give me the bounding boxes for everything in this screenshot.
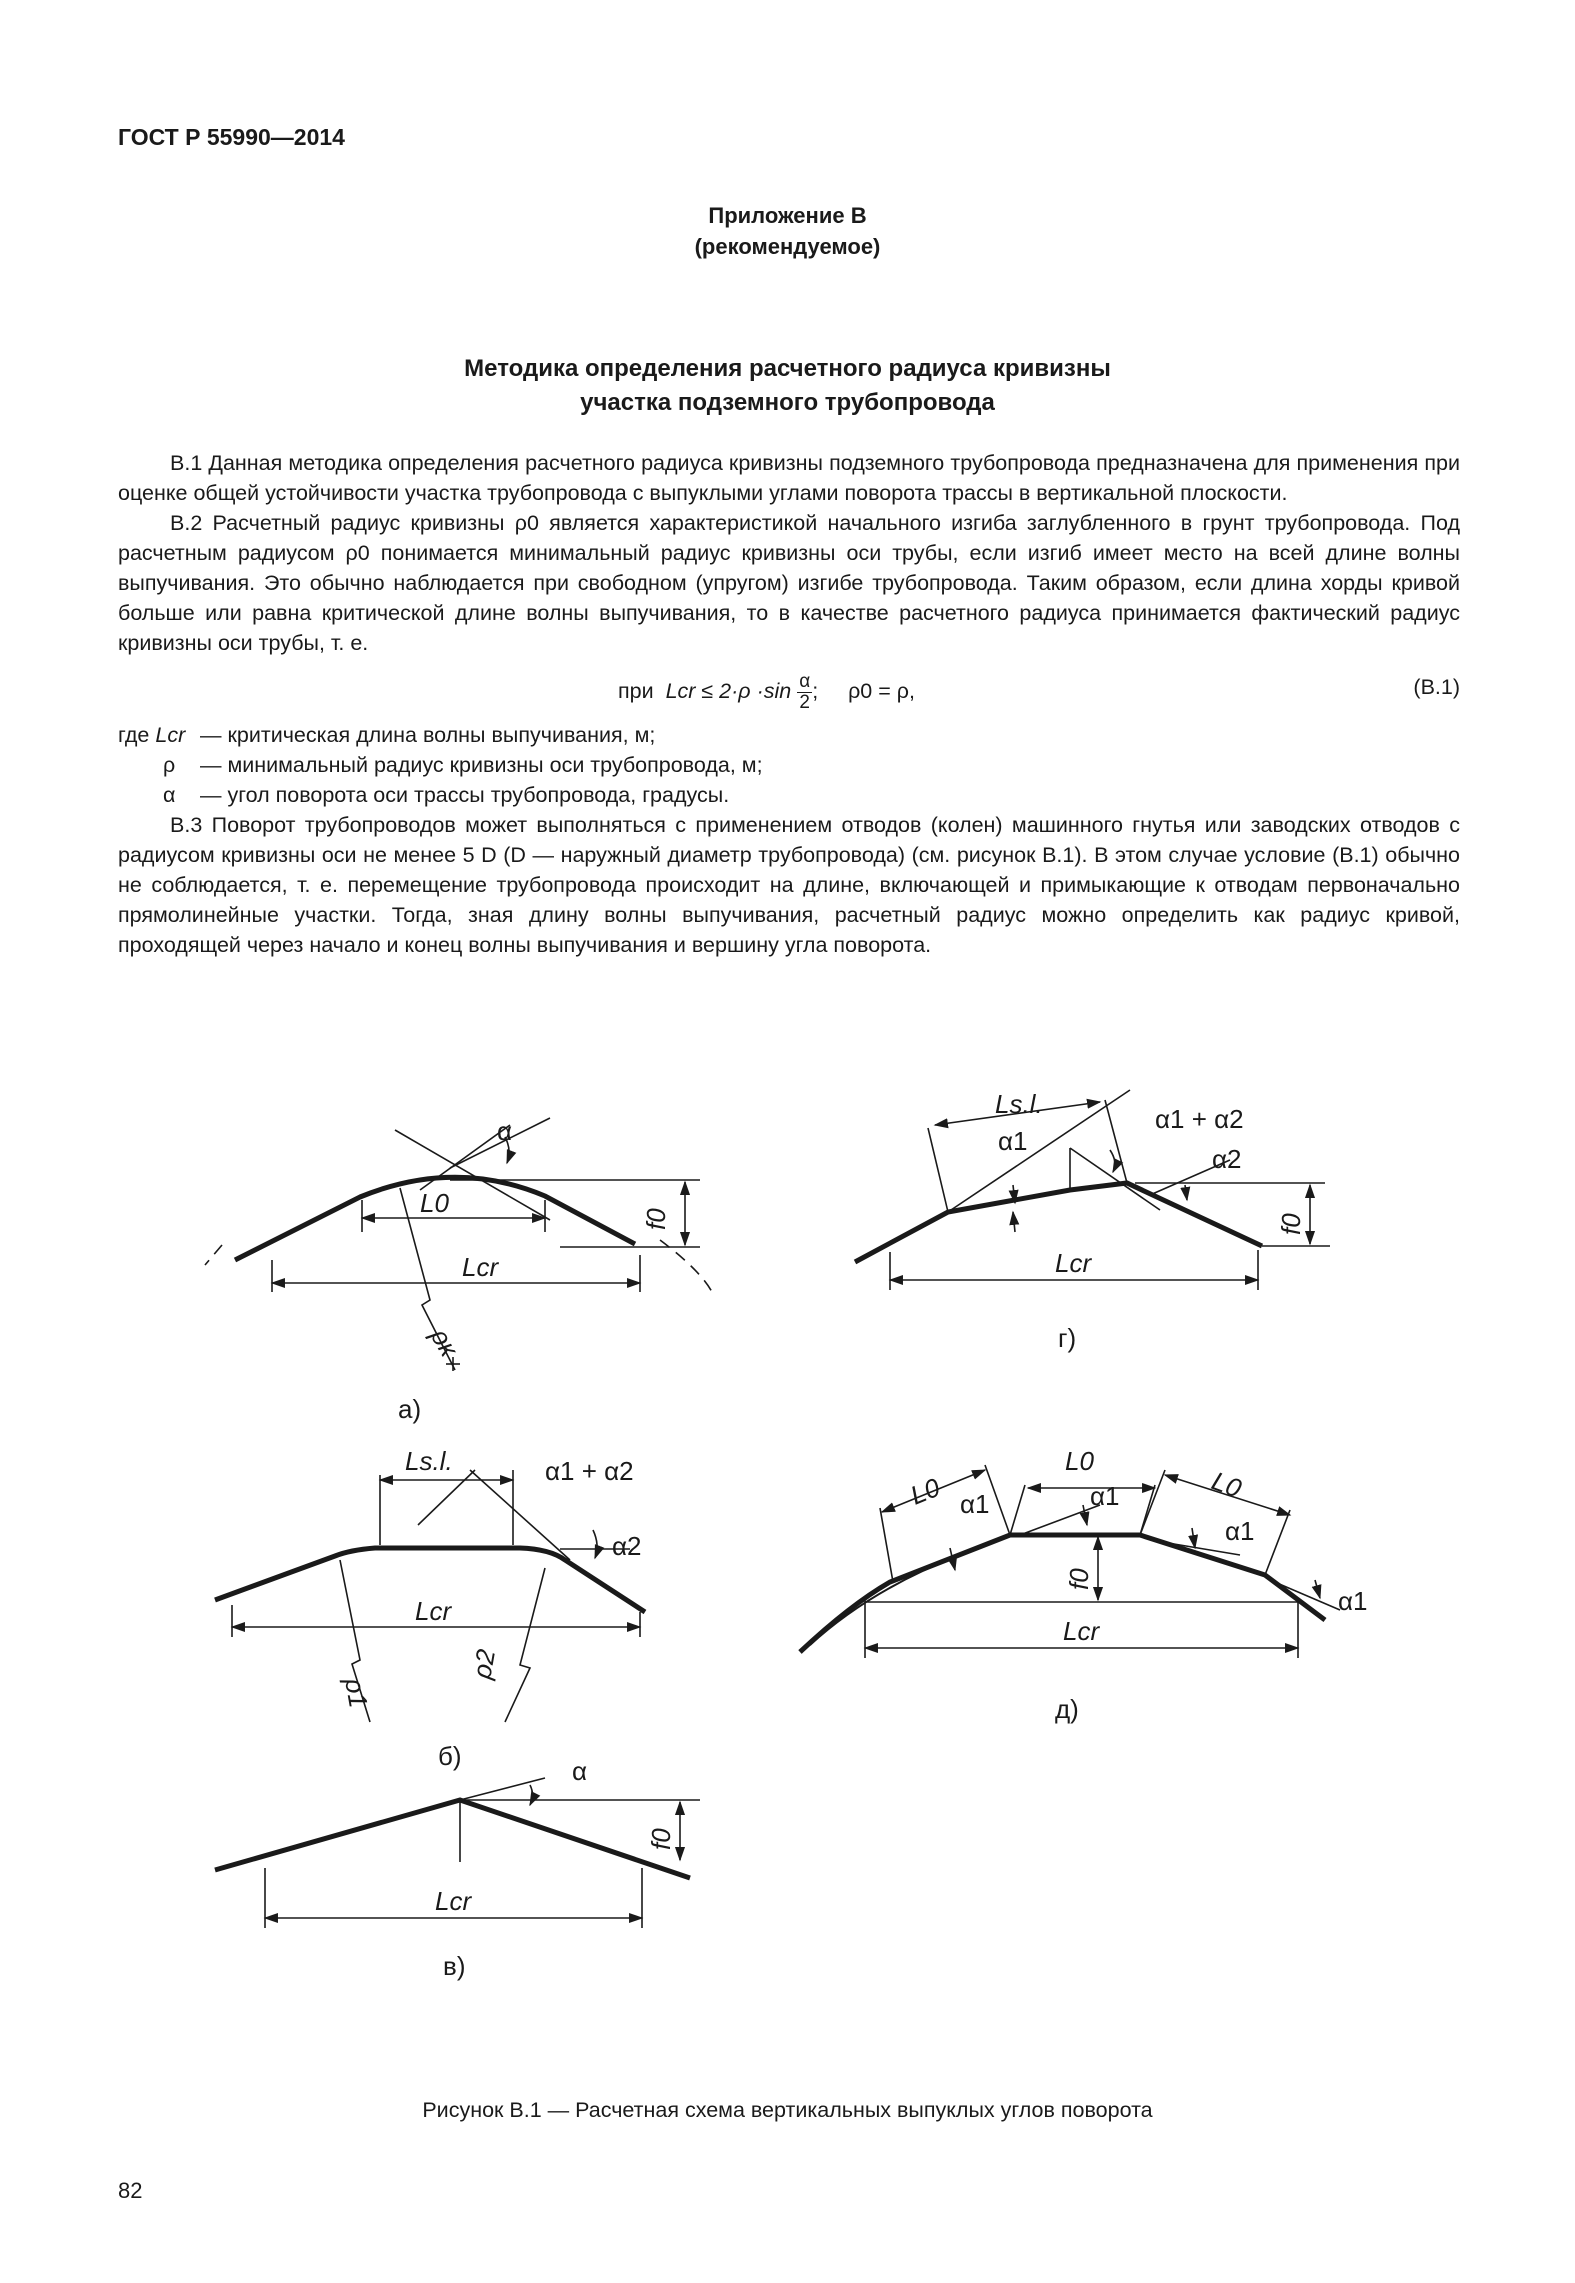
- definitions: [118, 720, 1460, 810]
- panel-v-diagram: [215, 1778, 700, 1928]
- formula-expression: [618, 672, 915, 713]
- label-lcr-d: Lcr: [1063, 1616, 1100, 1646]
- label-alpha2-g: α2: [1212, 1144, 1242, 1174]
- section-title-line-2: участка подземного трубопровода: [580, 389, 995, 416]
- definition-lead: где Lcr: [118, 723, 186, 747]
- panel-a-diagram: [205, 1118, 712, 1371]
- formula-fraction: [797, 672, 812, 713]
- label-alpha12-g: α1 + α2: [1155, 1104, 1244, 1134]
- definition-text: — минимальный радиус кривизны оси трубопровода, м;: [200, 753, 763, 777]
- label-l0-d1: L0: [906, 1471, 945, 1511]
- definition-text: — критическая длина волны выпучивания, м;: [200, 723, 656, 747]
- label-lsl-g: Ls.l.: [995, 1089, 1043, 1119]
- panel-b-diagram: [215, 1470, 645, 1722]
- definition-item: [118, 720, 1460, 750]
- annex-type: (рекомендуемое): [694, 234, 881, 259]
- definition-symbol: α: [163, 783, 176, 807]
- formula-fraction-numerator: α: [799, 671, 811, 692]
- formula-prefix: при: [618, 679, 654, 704]
- label-alpha1-d1: α1: [960, 1489, 990, 1519]
- formula-separator: ;: [812, 679, 819, 704]
- label-rho2: ρ2: [466, 1646, 502, 1682]
- label-f0-g: f0: [1276, 1213, 1306, 1235]
- label-lcr-v: Lcr: [435, 1886, 472, 1916]
- panel-label-g: г): [1058, 1323, 1077, 1353]
- annex-heading: [0, 200, 1575, 262]
- formula-lhs: Lcr ≤ 2·ρ ·sin: [665, 679, 792, 704]
- paragraph-b3: В.3 Поворот трубопроводов может выполняться с применением отводов (колен) машинного гнутья или заводских отводов с радиусом кривизны оси не менее 5 D (D — наружный диаметр трубопровода) (см. рисунок В.1). В этом случае условие (В.1) обычно не соблюдается, т. е. перемещение трубопровода происходит на длине, включающей и примыкающие к отводам первоначально прямолинейные участки. Тогда, зная длину волны выпучивания, расчетный радиус можно определить как радиус кривой, проходящей через начало и конец волны выпучивания и вершину угла поворота.: [118, 813, 1460, 957]
- label-alpha1-d4: α1: [1338, 1586, 1368, 1616]
- panel-label-v: в): [443, 1951, 466, 1981]
- section-title-line-1: Методика определения расчетного радиуса кривизны: [464, 355, 1111, 382]
- paragraph-b2: В.2 Расчетный радиус кривизны ρ0 является характеристикой начального изгиба заглубленного в грунт трубопровода. Под расчетным радиусом ρ0 понимается минимальный радиус кривизны оси трубы, если изгиб имеет место на всей длине волны выпучивания. Это обычно наблюдается при свободном (упругом) изгибе трубопровода. Таким образом, если длина хорды кривой больше или равна критической длине волны выпучивания, то в качестве расчетного радиуса принимается фактический радиус кривизны оси трубы, т. е.: [118, 511, 1460, 655]
- label-alpha1-g: α1: [998, 1126, 1028, 1156]
- figure-caption: Рисунок В.1 — Расчетная схема вертикальных выпуклых углов поворота: [422, 2098, 1153, 2122]
- label-alpha2-b: α2: [612, 1531, 642, 1561]
- label-alpha1-d3: α1: [1225, 1516, 1255, 1546]
- panel-label-a: а): [398, 1394, 422, 1424]
- label-alpha12-b: α1 + α2: [545, 1456, 634, 1486]
- panel-g-diagram: [855, 1090, 1330, 1290]
- label-alpha-v: α: [572, 1756, 588, 1786]
- formula-fraction-denominator: 2: [799, 692, 810, 713]
- panel-label-d: д): [1055, 1694, 1079, 1724]
- definition-item: [118, 750, 1460, 780]
- label-lsl-b: Ls.l.: [405, 1446, 453, 1476]
- label-l0-d2: L0: [1065, 1446, 1094, 1476]
- definition-text: — угол поворота оси трассы трубопровода, градусы.: [200, 783, 730, 807]
- label-rho-k: ρк: [424, 1323, 465, 1362]
- page-number: 82: [118, 2178, 143, 2203]
- definition-symbol: ρ: [163, 753, 176, 777]
- label-lcr-g: Lcr: [1055, 1248, 1092, 1278]
- annex-title: Приложение В: [708, 203, 867, 228]
- formula-b1: [118, 666, 1460, 714]
- label-f0-v: f0: [646, 1828, 676, 1850]
- panel-d-diagram: [800, 1465, 1340, 1658]
- definition-item: [118, 780, 1460, 810]
- label-l0-a: L0: [420, 1188, 449, 1218]
- label-alpha-a: α: [497, 1116, 513, 1146]
- body-text: [118, 448, 1460, 960]
- label-rho1: ρ1: [339, 1675, 374, 1710]
- label-alpha1-d2: α1: [1090, 1481, 1120, 1511]
- formula-number: (В.1): [1413, 675, 1460, 699]
- label-f0-d: f0: [1064, 1568, 1094, 1590]
- label-l0-d3: L0: [1207, 1465, 1246, 1504]
- label-lcr-b: Lcr: [415, 1596, 452, 1626]
- section-title: [0, 352, 1575, 420]
- formula-rhs: ρ0 = ρ,: [848, 679, 915, 704]
- panel-label-b: б): [438, 1741, 462, 1771]
- document-code: ГОСТ Р 55990—2014: [118, 124, 345, 150]
- label-lcr-a: Lcr: [462, 1252, 499, 1282]
- label-f0-a: f0: [641, 1208, 671, 1230]
- paragraph-b1: В.1 Данная методика определения расчетного радиуса кривизны подземного трубопровода предназначена для применения при оценке общей устойчивости участка трубопровода с выпуклыми углами поворота трассы в вертикальной плоскости.: [118, 451, 1460, 505]
